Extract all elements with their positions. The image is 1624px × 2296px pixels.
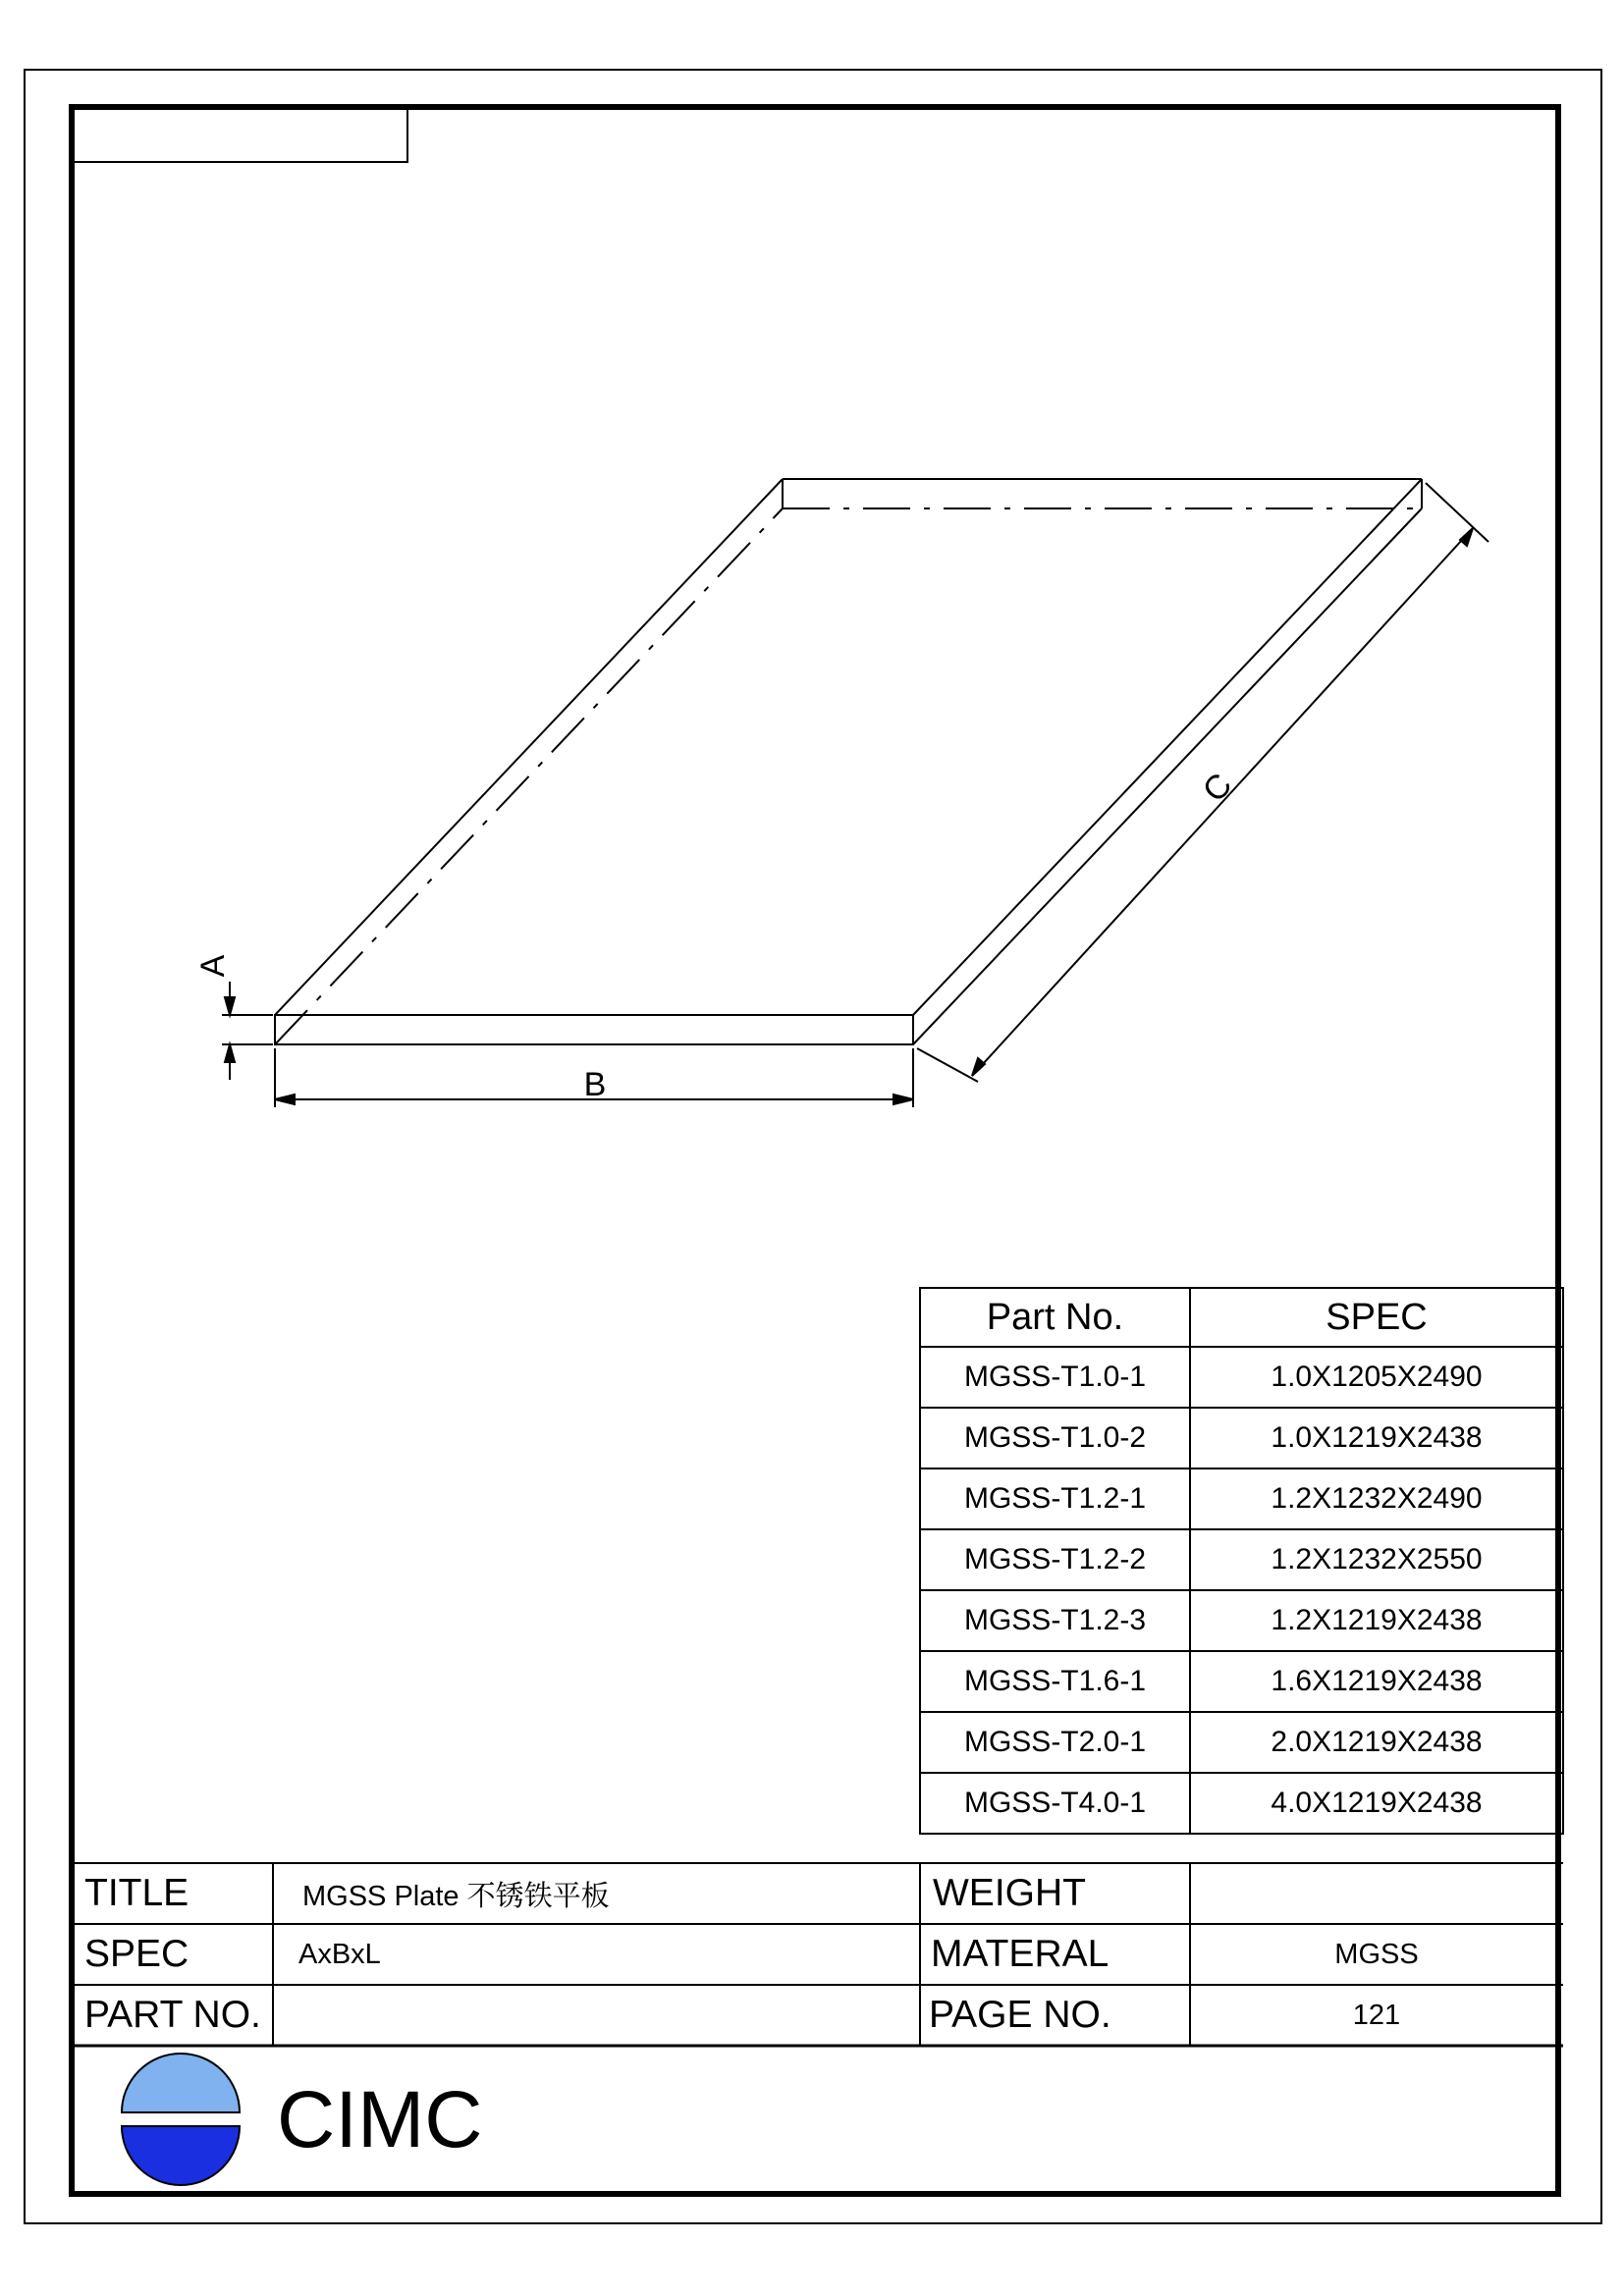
spec-label: SPEC: [84, 1933, 189, 1975]
dim-c-ext-top: [1426, 483, 1489, 542]
table-cell-spec: 1.0X1219X2438: [1271, 1421, 1483, 1454]
dim-a-arrow-bottom: [225, 1044, 235, 1062]
table-cell-spec: 1.0X1205X2490: [1271, 1361, 1483, 1393]
hidden-left-edge: [275, 508, 783, 1044]
cimc-logo-icon: [122, 2054, 240, 2185]
table-cell-part-no: MGSS-T1.2-2: [963, 1543, 1147, 1575]
table-cell-part-no: MGSS-T1.0-1: [963, 1361, 1147, 1393]
dim-a-label: A: [194, 954, 232, 978]
title-label: TITLE: [84, 1872, 189, 1914]
material-label: MATERAL: [931, 1933, 1110, 1975]
weight-label: WEIGHT: [933, 1872, 1086, 1914]
dim-b-arrow-left: [275, 1095, 295, 1104]
table-cell-spec: 1.2X1232X2550: [1271, 1543, 1483, 1575]
plate-front-face: [275, 1015, 913, 1044]
dim-b-arrow-right: [893, 1095, 913, 1104]
dim-c-arrow-top: [1460, 528, 1473, 546]
page-no-label: PAGE NO.: [929, 1994, 1111, 2036]
table-cell-part-no: MGSS-T1.2-3: [963, 1604, 1147, 1636]
plate-right-edge: [913, 479, 1422, 1015]
table-cell-part-no: MGSS-T1.6-1: [963, 1665, 1147, 1697]
dim-a-arrow-top: [225, 997, 235, 1015]
company-logo-text: CIMC: [277, 2075, 483, 2164]
table-cell-spec: 1.2X1219X2438: [1271, 1604, 1483, 1636]
table-cell-part-no: MGSS-T1.0-2: [963, 1421, 1147, 1454]
table-cell-spec: 4.0X1219X2438: [1271, 1787, 1483, 1819]
material-value: MGSS: [1334, 1938, 1419, 1970]
table-cell-part-no: MGSS-T1.2-1: [963, 1482, 1147, 1515]
dim-c-label: C: [1195, 766, 1240, 810]
spec-table-header-part-no: Part No.: [986, 1296, 1124, 1338]
weight-value: [1190, 1863, 1563, 1924]
plate-right-bottom-edge: [913, 508, 1422, 1044]
spec-table-header-spec: SPEC: [1326, 1296, 1428, 1338]
table-cell-spec: 1.2X1232X2490: [1271, 1482, 1483, 1515]
dim-c-arrow-bottom: [972, 1058, 985, 1076]
part-no-label: PART NO.: [84, 1994, 261, 2036]
spec-value: AxBxL: [298, 1938, 381, 1970]
dim-b-label: B: [583, 1066, 607, 1103]
plate-left-edge: [275, 479, 783, 1015]
table-cell-spec: 2.0X1219X2438: [1271, 1726, 1483, 1758]
page-no-value: 121: [1352, 1999, 1401, 2031]
dim-c-ext-bottom: [917, 1048, 978, 1082]
table-cell-spec: 1.6X1219X2438: [1271, 1665, 1483, 1697]
table-cell-part-no: MGSS-T4.0-1: [963, 1787, 1147, 1819]
title-value: MGSS Plate 不锈铁平板: [302, 1880, 610, 1912]
table-cell-part-no: MGSS-T2.0-1: [963, 1726, 1147, 1758]
